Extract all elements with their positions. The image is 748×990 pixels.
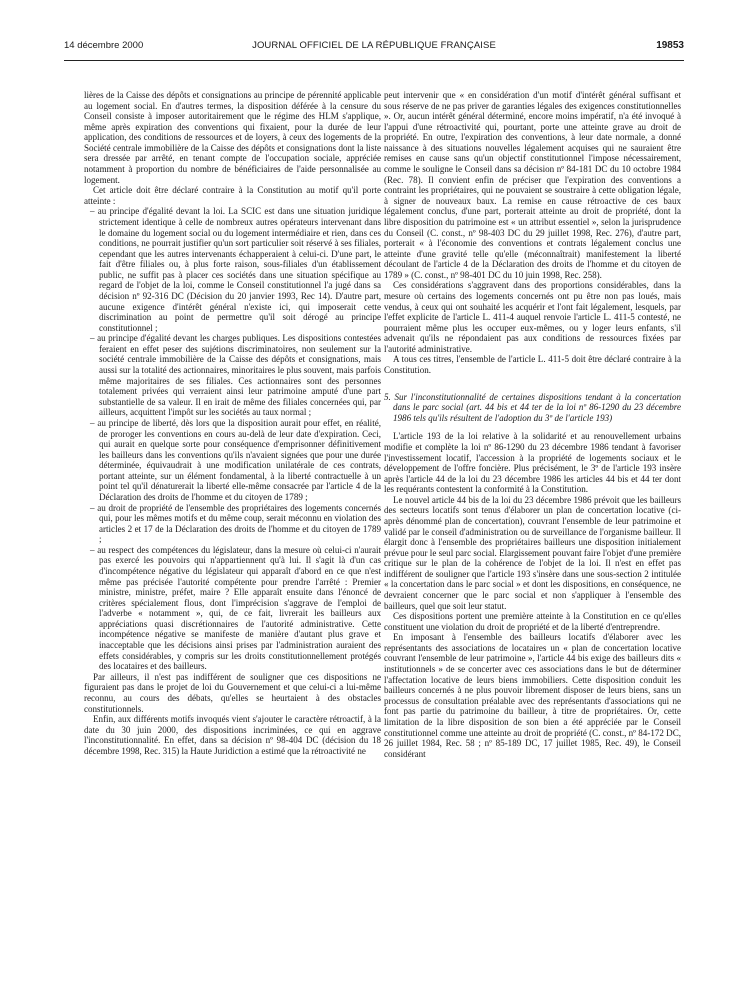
left-column bbox=[84, 90, 381, 756]
section-heading: 5. Sur l'inconstitutionnalité de certaines dispositions tendant à la concertation dans le parc social (art. 44 bis et 44 ter de la loi nº 86-1290 du 23 décembre 1986 tels qu'ils résultent de l'adoption du 3º de l'article 193) bbox=[384, 391, 681, 423]
paragraph: A tous ces titres, l'ensemble de l'article L. 411-5 doit être déclaré contraire à la Constitution. bbox=[384, 354, 681, 376]
paragraph: Le nouvel article 44 bis de la loi du 23 décembre 1986 prévoit que les bailleurs des secteurs locatifs sont tenus d'élaborer un plan de concertation locative (ci-après dénommé plan de concertation), couvrant l'ensemble de leur patrimoine et validé par le conseil d'administration ou de surveillance de l'organisme bailleur. Il élargit donc à l'ensemble des propriétaires bailleurs une disposition initialement prévue pour le seul parc social. Elargissement pouvant faire l'objet d'une première critique sur le plan de la cohérence de l'objet de la loi. Il n'est en effet pas indifférent de souligner que l'article 193 s'insère dans une sous-section 2 intitulée « la concertation dans le parc social » et dont les dispositions, en conséquence, ne devraient concerner que le parc social et non s'appliquer à l'ensemble des bailleurs, quel que soit leur statut. bbox=[384, 494, 681, 611]
list-item: – au principe de liberté, dès lors que la disposition aurait pour effet, en réalité, de proroger les conventions en cours au-delà de leur date d'expiration. Ceci, qui aurait en quelque sorte pour conséquence d'emprisonner définitivement les bailleurs dans les conventions qu'ils n'avaient signées que pour une durée déterminée, équivaudrait à une modification unilatérale de ces contrats, portant atteinte, sur un élément fondamental, à la liberté contractuelle à un point tel qu'il dénaturerait la liberté elle-même consacrée par l'article 4 de la Déclaration des droits de l'homme et du citoyen de 1789 ; bbox=[90, 417, 381, 502]
list-item: – au respect des compétences du législateur, dans la mesure où celui-ci n'aurait pas exercé les pouvoirs qui n'appartiennent qu'à lui. Il s'agit là d'un cas d'incompétence négative du législateur qui apparaît d'abord en ce que n'est même pas précisée l'autorité compétente pour prendre l'arrêté : Premier ministre, ministre, préfet, maire ? Elle apparaît ensuite dans l'énoncé de critères spécialement flous, dont l'imprécision s'aggrave de l'emploi de l'adverbe « notamment », qui, de ce fait, livrerait les bailleurs aux appréciations quasi discrétionnaires de l'autorité administrative. Cette incompétence négative se manifeste de manière d'autant plus grave et inacceptable que les décisions ainsi prises par l'administration auraient des effets considérables, y compris sur les droits constitutionnellement protégés des locataires et des bailleurs. bbox=[90, 544, 381, 672]
paragraph: En imposant à l'ensemble des bailleurs locatifs d'élaborer avec les représentants des associations de locataires un « plan de concertation locative couvrant l'ensemble de leur patrimoine », l'article 44 bis exige des bailleurs dits « institutionnels » de se concerter avec ces associations dans le but de déterminer l'affectation locative de leurs biens immobiliers. Cette disposition conduit les bailleurs concernés à ne plus pouvoir librement disposer de leurs biens, sans un processus de consultation préalable avec des représentants d'associations qui ne font pas partie du patrimoine du bailleur, à titre de propriétaires. Or, cette limitation de la libre disposition de son bien a été appréciée par le Conseil constitutionnel comme une atteinte au droit de propriété (C. const., nº 84-172 DC, 26 juillet 1984, Rec. 58 ; nº 85-189 DC, 17 juillet 1985, Rec. 49), le Conseil considérant bbox=[384, 632, 681, 759]
paragraph: Par ailleurs, il n'est pas indifférent de souligner que ces dispositions ne figuraient pas dans le projet de loi du Gouvernement et que celui-ci a lui-même reconnu, au cours des débats, qu'elles se heurtaient à des obstacles constitutionnels. bbox=[84, 671, 381, 714]
journal-title: JOURNAL OFFICIEL DE LA RÉPUBLIQUE FRANÇAISE bbox=[252, 40, 496, 51]
paragraph: lières de la Caisse des dépôts et consignations au principe de pérennité applicable au logement social. En d'autres termes, la disposition déférée à la censure du Conseil consiste à imposer autoritairement que le régime des HLM s'applique, même après expiration des conventions qui fixaient, pour la durée de leur application, des conditions de ressources et de loyers, à ceux des logements de la Société centrale immobilière de la Caisse des dépôts et consignations dont la liste sera dressée par arrêté, en tenant compte de l'occupation sociale, appréciée notamment à proportion du nombre de bénéficiaires de l'aide personnalisée au logement. bbox=[84, 90, 381, 185]
right-column bbox=[384, 90, 681, 759]
paragraph: L'article 193 de la loi relative à la solidarité et au renouvellement urbains modifie et complète la loi nº 86-1290 du 23 décembre 1986 tendant à favoriser l'investissement locatif, l'accession à la propriété de logements sociaux et le développement de l'offre foncière. Plus précisément, le 3º de l'article 193 insère après l'article 44 de la loi du 23 décembre 1986 les articles 44 bis et 44 ter dont les requérants contestent la conformité à la Constitution. bbox=[384, 431, 681, 495]
paragraph: Enfin, aux différents motifs invoqués vient s'ajouter le caractère rétroactif, à la date du 30 juin 2000, des dispositions incriminées, ce qui en aggrave l'inconstitutionnalité. En effet, dans sa décision nº 98-404 DC (décision du 18 décembre 1998, Rec. 315) la Haute Juridiction a estimé que la rétroactivité ne bbox=[84, 714, 381, 756]
list-item: – au droit de propriété de l'ensemble des propriétaires des logements concernés qui, pour les mêmes motifs et du même coup, serait méconnu en violation des articles 2 et 17 de la Déclaration des droits de l'homme et du citoyen de 1789 ; bbox=[90, 502, 381, 545]
page-header bbox=[64, 40, 684, 56]
paragraph: Ces considérations s'aggravent dans des proportions considérables, dans la mesure où certains des logements concernés ont pu être non pas loués, mais vendus, à ceux qui ont souhaité les acquérir et l'ont fait légalement, lesquels, par l'effet explicite de l'article L. 411-4 auquel renvoie l'article L. 411-5 contesté, ne pourraient même plus les occuper eux-mêmes, ou y loger leurs enfants, s'il advenait qu'ils ne répondaient pas aux conditions de ressources fixées par l'autorité administrative. bbox=[384, 280, 681, 354]
header-rule bbox=[64, 60, 684, 61]
list-item: – au principe d'égalité devant les charges publiques. Les dispositions contestées feraient en effet peser des sujétions discriminatoires, non seulement sur la société centrale immobilière de la Caisse des dépôts et consignations, mais aussi sur la totalité des actionnaires, minoritaires le plus souvent, mais parfois même majoritaires de ses filiales. Ces actionnaires sont des personnes totalement privées qui verraient ainsi leur patrimoine amputé d'une part substantielle de sa valeur. Il en irait de même des filiales concernées qui, par ailleurs, acquittent l'impôt sur les sociétés au taux normal ; bbox=[90, 333, 381, 418]
list-item: – au principe d'égalité devant la loi. La SCIC est dans une situation juridique strictement identique à celle de nombreux autres opérateurs intervenant dans le domaine du logement social ou du logement intermédiaire et rien, dans ces conditions, ne pourrait justifier qu'un sort particulier soit réservé à ses filiales, cependant que les autres intervenants échapperaient à celui-ci. D'une part, le fait d'être filiales ou, à plus forte raison, sous-filiales d'un établissement public, ne suffit pas à placer ces sociétés dans une situation spécifique au regard de l'objet de la loi, comme le Conseil constitutionnel l'a jugé dans sa décision nº 92-316 DC (Décision du 20 janvier 1993, Rec 14). D'autre part, aucune exigence d'intérêt général n'existe ici, qui imposerait cette discrimination au point de permettre qu'il soit dérogé au principe constitutionnel ; bbox=[90, 206, 381, 333]
page-number: 19853 bbox=[656, 40, 684, 51]
paragraph: peut intervenir que « en considération d'un motif d'intérêt général suffisant et sous réserve de ne pas priver de garanties légales des exigences constitutionnelles ». Or, aucun intérêt général déterminé, encore moins impératif, n'a été invoqué à l'appui d'une rétroactivité qui, pourtant, porte une atteinte grave au droit de propriété. En outre, l'expiration des conventions, à leur date normale, a donné naissance à des situations nouvelles légalement acquises qui ne sauraient être remises en cause sans qu'un objectif constitutionnel l'impose nécessairement, comme le souligne le Conseil dans sa décision nº 84-181 DC du 10 octobre 1984 (Rec. 78). Il convient enfin de préciser que l'expiration des conventions a contraint les propriétaires, qui ne pouvaient se soustraire à cette obligation légale, à signer de nouveaux baux. La remise en cause rétroactive de ces baux légalement conclus, d'une part, porterait atteinte au droit de propriété, dont la libre disposition du patrimoine est « un attribut essentiel », selon la jurisprudence du Conseil (C. const., nº 98-403 DC du 29 juillet 1998, Rec. 276), d'autre part, porterait « à l'économie des conventions et contrats légalement conclus une atteinte d'une gravité telle qu'elle (méconnaîtrait) manifestement la liberté découlant de l'article 4 de la Déclaration des droits de l'homme et du citoyen de 1789 » (C. const., nº 98-401 DC du 10 juin 1998, Rec. 258). bbox=[384, 90, 681, 280]
header-date: 14 décembre 2000 bbox=[64, 40, 144, 51]
paragraph: Cet article doit être déclaré contraire à la Constitution au motif qu'il porte atteinte : bbox=[84, 185, 381, 206]
paragraph: Ces dispositions portent une première atteinte à la Constitution en ce qu'elles constituent une violation du droit de propriété et de la liberté d'entreprendre. bbox=[384, 611, 681, 632]
